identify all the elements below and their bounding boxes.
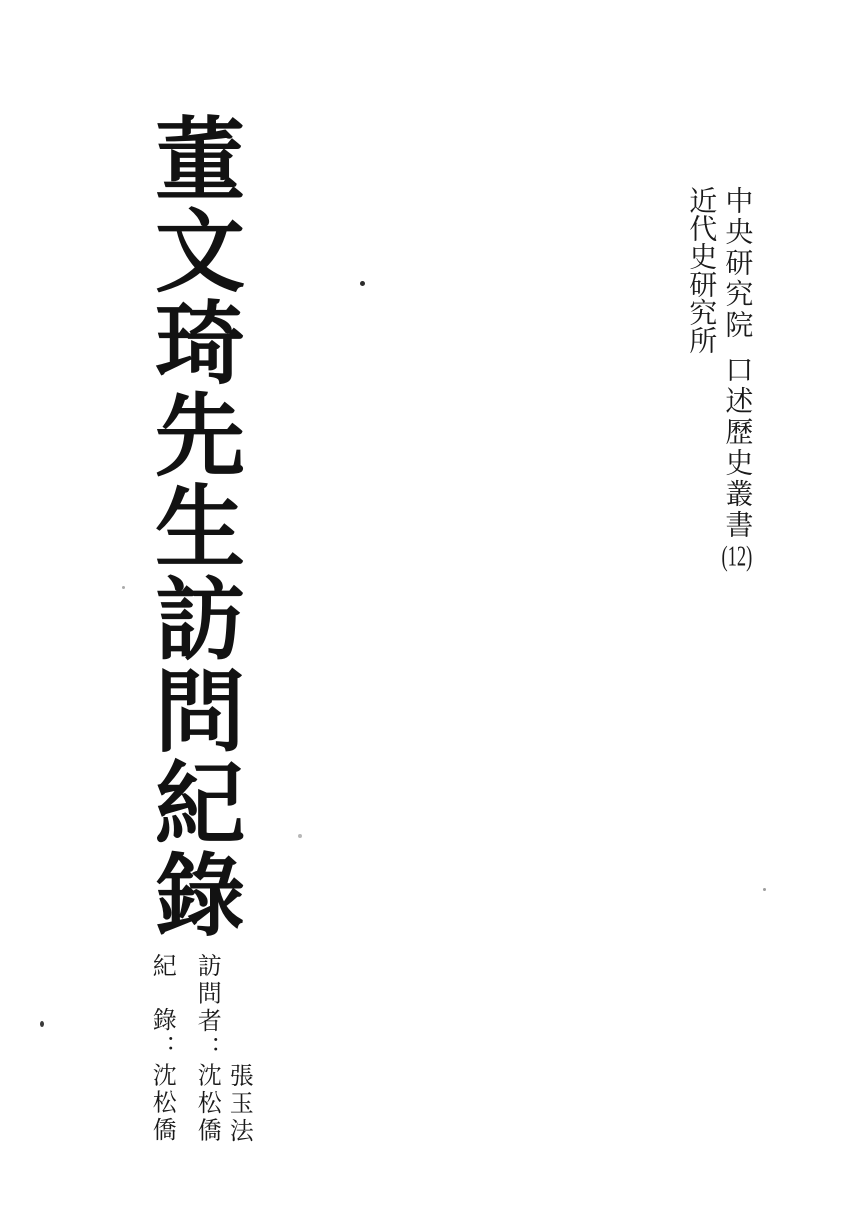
institution-name-line2: 近代史研究所 [685, 186, 717, 354]
recorder-name: 沈松僑 [148, 1062, 175, 1145]
series-volume-number: (12) [721, 543, 753, 571]
series-column [720, 186, 752, 586]
institute-column [684, 186, 716, 586]
recorder-label-bottom: 錄： [148, 1007, 175, 1063]
scan-speck [763, 888, 766, 891]
scan-speck [298, 834, 302, 838]
interviewer-line [193, 953, 218, 1153]
series-name: 口述歷史叢書 [721, 355, 753, 541]
scan-speck [122, 586, 125, 589]
institution-name-line1: 中央研究院 [721, 186, 753, 341]
interviewer-label: 訪問者： [193, 953, 220, 1063]
publisher-series-block [684, 186, 752, 586]
book-main-title: 董文琦先生訪問紀錄 [141, 112, 240, 940]
scan-speck [360, 281, 365, 286]
interviewer-name-2: 沈松僑 [193, 1062, 220, 1145]
recorder-label-top: 紀 [148, 953, 175, 981]
recorder-line [148, 953, 173, 1153]
scan-speck [40, 1021, 44, 1027]
interviewer-name-1: 張玉法 [225, 1063, 252, 1146]
